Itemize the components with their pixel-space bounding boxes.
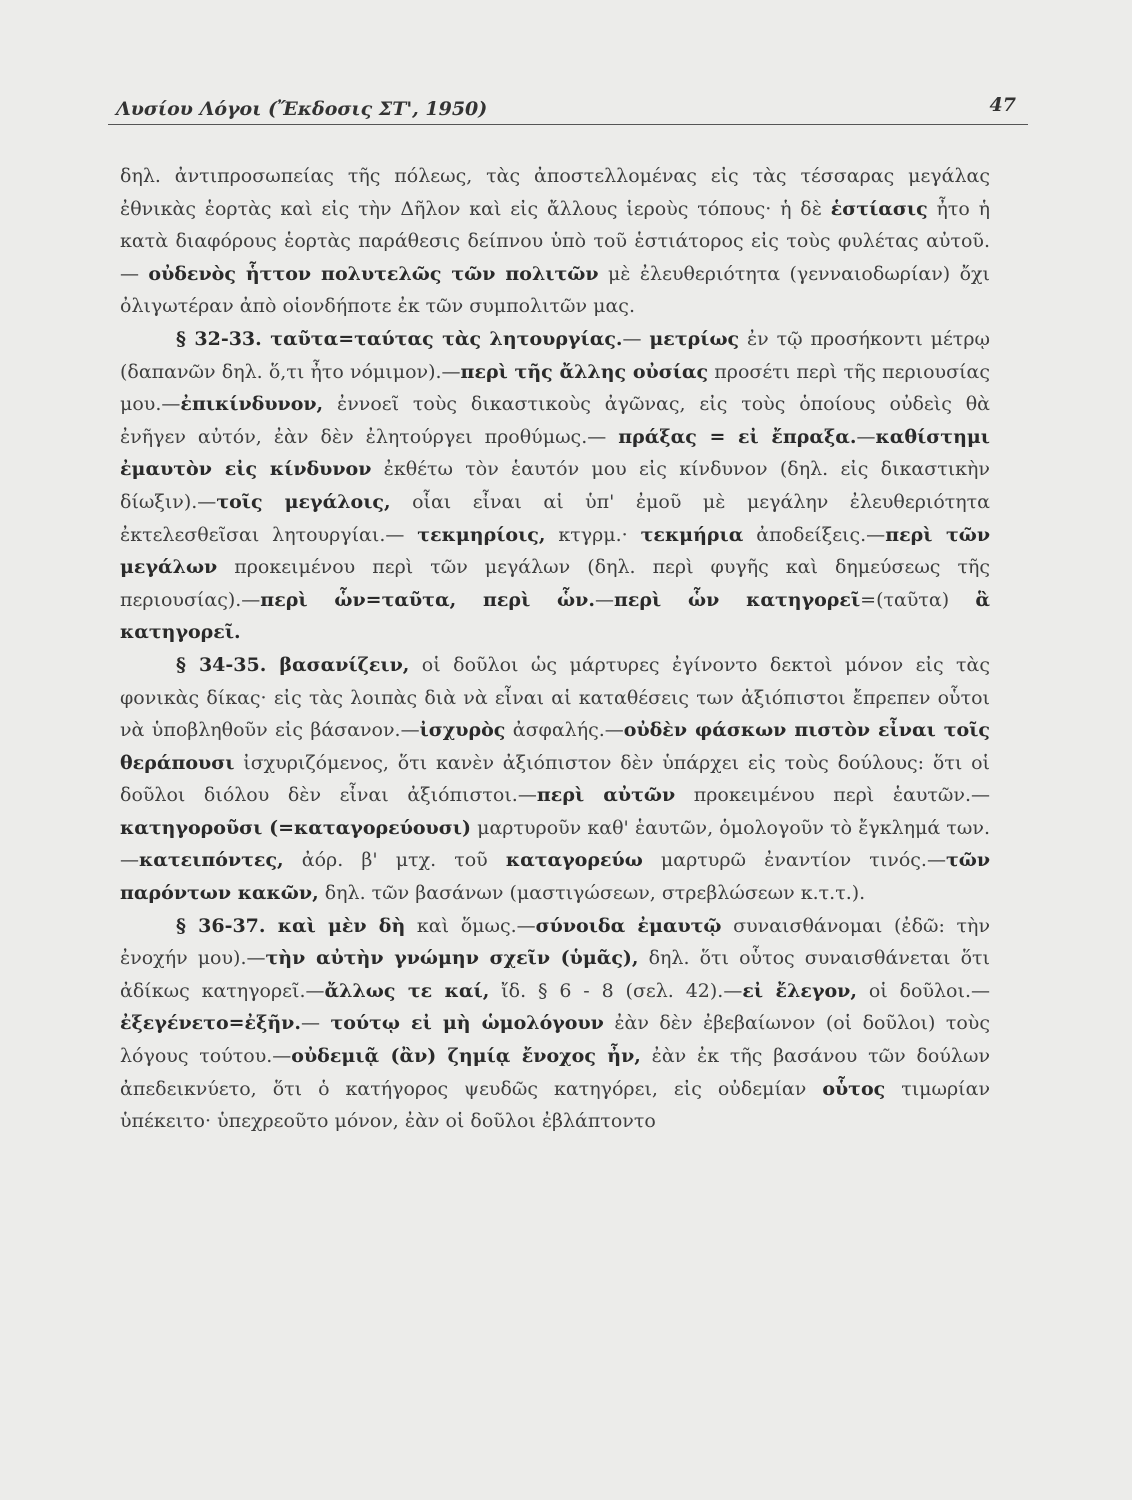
gloss-text: συναισθάνομαι (ἐδῶ: τὴν ἐνοχήν μου).— <box>120 914 990 970</box>
lemma-term: τῶν παρόντων κακῶν, <box>120 849 991 905</box>
lemma-term: § 34-35. βασανίζειν, <box>176 653 410 676</box>
lemma-term: ἐξεγένετο=ἐξῆν. <box>120 1012 301 1035</box>
gloss-text: οἷαι εἶναι αἱ ὑπ' ἐμοῦ μὲ μεγάλην ἐλευθεριότητα ἐκτελεσθεῖσαι λητουργίαι.— <box>120 490 990 546</box>
lemma-term: περὶ τῶν μεγάλων <box>120 523 991 579</box>
gloss-text: — <box>856 425 876 448</box>
gloss-text: — <box>300 1012 331 1035</box>
gloss-text: — <box>622 327 650 350</box>
gloss-text: — <box>594 588 614 611</box>
gloss-text: μαρτυροῦν καθ' ἑαυτῶν, ὁμολογοῦν τὸ ἔγκλημά των.— <box>120 816 990 872</box>
commentary-body <box>120 160 990 1138</box>
gloss-text: δηλ. ὅτι οὗτος συναισθάνεται ὅτι ἀδίκως κατηγορεῖ.— <box>120 947 990 1002</box>
lemma-term: τούτῳ εἰ μὴ ὡμολόγουν <box>330 1012 604 1035</box>
gloss-text: ἰσχυριζόμενος, ὅτι κανὲν ἀξιόπιστον δὲν ὑπάρχει εἰς τοὺς δούλους: ὅτι οἱ δοῦλοι διόλου δὲν εἶναι ἀξιόπιστοι.— <box>120 751 990 807</box>
lemma-term: § 32-33. ταῦτα=ταύτας τὰς λητουργίας. <box>176 327 623 350</box>
gloss-text: οἱ δοῦλοι.— <box>856 979 990 1002</box>
lemma-term: ἑστίασις <box>830 197 928 220</box>
paragraph <box>120 160 990 323</box>
lemma-term: περὶ ὧν κατηγορεῖ <box>613 588 861 611</box>
lemma-term: τὴν αὐτὴν γνώμην σχεῖν (ὑμᾶς), <box>265 947 639 970</box>
gloss-text: κτγρμ.· <box>545 523 641 546</box>
lemma-term: εἰ ἔλεγον, <box>742 979 857 1002</box>
gloss-text: ἀσφαλής.— <box>505 719 624 742</box>
lemma-term: οὗτος <box>822 1077 886 1100</box>
lemma-term: τεκμήρια <box>640 523 744 546</box>
gloss-text: ἀποδείξεις.— <box>743 523 886 546</box>
lemma-term: οὐδὲν φάσκων πιστὸν εἶναι τοῖς θεράπουσι <box>120 719 990 774</box>
gloss-text: δηλ. τῶν βασάνων (μαστιγώσεων, στρεβλώσεων κ.τ.τ.). <box>318 882 866 905</box>
lemma-term: ἰσχυρὸς <box>419 719 506 742</box>
lemma-term: καταγορεύω <box>505 849 643 872</box>
gloss-text: ἀόρ. β' μτχ. τοῦ <box>283 849 506 872</box>
gloss-text: ἐὰν δὲν ἐβεβαίωνον (οἱ δοῦλοι) τοὺς λόγους τούτου.— <box>120 1012 990 1068</box>
lemma-term: κατηγοροῦσι (=καταγορεύουσι) <box>120 816 471 839</box>
lemma-term: περὶ αὐτῶν <box>536 784 676 807</box>
paragraph <box>120 323 990 649</box>
running-head-title: Λυσίου Λόγοι (Ἔκδοσις ΣΤ', 1950) <box>116 98 488 120</box>
gloss-text: προκειμένου περὶ ἑαυτῶν.— <box>675 784 990 807</box>
lemma-term: περὶ τῆς ἄλλης οὐσίας <box>460 360 709 383</box>
gloss-text: δηλ. ἀντιπροσωπείας τῆς πόλεως, τὰς ἀποστελλομένας εἰς τὰς τέσσαρας μεγάλας ἐθνικὰς ἑορτὰς καὶ εἰς τὴν Δῆλον καὶ εἰς ἄλλους ἱεροὺς τόπους· ἡ δὲ <box>120 165 990 220</box>
gloss-text: ἦτο ἡ κατὰ διαφόρους ἑορτὰς παράθεσις δείπνου ὑπὸ τοῦ ἑστιάτορος εἰς τοὺς φυλέτας αὐτοῦ.— <box>120 197 990 285</box>
lemma-term: τεκμηρίοις, <box>417 523 546 546</box>
running-head <box>108 84 1028 125</box>
page-number: 47 <box>989 94 1016 116</box>
lemma-term: § 36-37. καὶ μὲν δὴ <box>176 914 406 937</box>
gloss-text: ἐννοεῖ τοὺς δικαστικοὺς ἀγῶνας, εἰς τοὺς ὁποίους οὐδεὶς θὰ ἐνῆγεν αὐτόν, ἐὰν δὲν ἐλητούργει προθύμως.— <box>120 393 990 448</box>
gloss-text: ἴδ. § 6 - 8 (σελ. 42).— <box>489 979 743 1002</box>
lemma-term: μετρίως <box>649 327 740 350</box>
lemma-term: σύνοιδα ἐμαυτῷ <box>535 914 722 937</box>
gloss-text: οἱ δοῦλοι ὡς μάρτυρες ἐγίνοντο δεκτοὶ μόνον εἰς τὰς φονικὰς δίκας· εἰς τὰς λοιπὰς διὰ νὰ εἶναι αἱ καταθέσεις των ἀξιόπιστοι ἔπρεπεν οὗτοι νὰ ὑποβληθοῦν εἰς βάσανον.— <box>120 653 990 742</box>
gloss-text: τιμωρίαν ὑπέκειτο· ὑπεχρεοῦτο μόνον, ἐὰν οἱ δοῦλοι ἐβλάπτοντο <box>120 1077 991 1133</box>
lemma-term: καθίστημι ἐμαυτὸν εἰς κίνδυνον <box>120 425 990 481</box>
gloss-text: =(ταῦτα) <box>860 588 976 611</box>
lemma-term: ἃ κατηγορεῖ. <box>120 588 990 644</box>
lemma-term: ἄλλως τε καί, <box>324 979 490 1002</box>
lemma-term: τοῖς μεγάλοις, <box>216 490 391 513</box>
lemma-term: περὶ ὧν=ταῦτα, περὶ ὧν. <box>260 588 595 611</box>
gloss-text: ἐκθέτω τὸν ἑαυτόν μου εἰς κίνδυνον (δηλ. εἰς δικαστικὴν δίωξιν).— <box>120 458 990 513</box>
gloss-text: ἐὰν ἐκ τῆς βασάνου τῶν δούλων ἀπεδεικνύετο, ὅτι ὁ κατήγορος ψευδῶς κατηγόρει, εἰς οὐδεμίαν <box>120 1045 990 1100</box>
gloss-text: προκειμένου περὶ τῶν μεγάλων (δηλ. περὶ φυγῆς καὶ δημεύσεως τῆς περιουσίας).— <box>120 556 990 611</box>
gloss-text: μαρτυρῶ ἐναντίον τινός.— <box>642 849 946 872</box>
lemma-term: κατειπόντες, <box>139 849 284 872</box>
gloss-text: μὲ ἐλευθεριότητα (γενναιοδωρίαν) ὄχι ὀλιγωτέραν ἀπὸ οἱονδήποτε ἐκ τῶν συμπολιτῶν μας. <box>120 262 990 318</box>
lemma-term: οὐδεμιᾷ (ἂν) ζημίᾳ ἔνοχος ἦν, <box>291 1045 641 1068</box>
paragraph <box>120 910 990 1138</box>
gloss-text: ἐν τῷ προσήκοντι μέτρῳ (δαπανῶν δηλ. ὅ,τι ἦτο νόμιμον).— <box>120 327 990 383</box>
lemma-term: οὐδενὸς ἧττον πολυτελῶς τῶν πολιτῶν <box>148 262 599 285</box>
lemma-term: ἐπικίνδυνον, <box>180 393 324 416</box>
gloss-text: καὶ ὅμως.— <box>405 914 536 937</box>
paragraph <box>120 649 990 910</box>
gloss-text: προσέτι περὶ τῆς περιουσίας μου.— <box>120 360 990 416</box>
lemma-term: πράξας = εἰ ἔπραξα. <box>618 425 857 448</box>
